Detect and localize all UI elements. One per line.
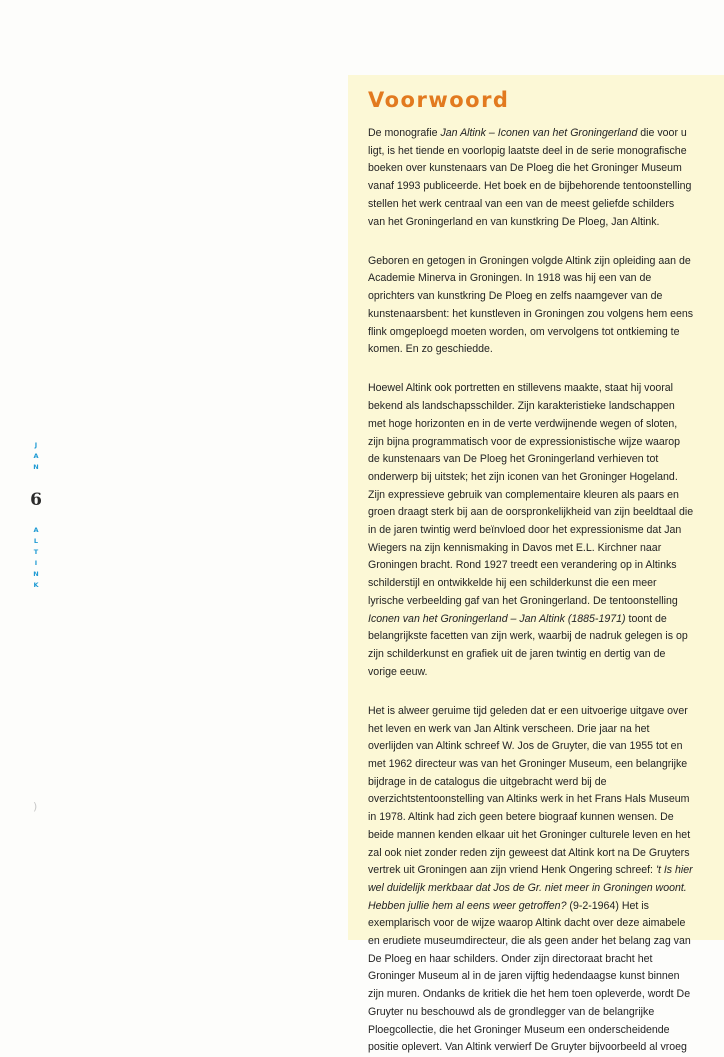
italic-run: Jan Altink – Iconen van het Groningerland [440,127,638,139]
sidebar-letter: L [33,537,39,545]
sidebar-letter: N [33,463,39,471]
sidebar-letter: N [33,570,39,578]
italic-run: Iconen van het Groningerland – Jan Altink (1885-1971) [368,612,626,625]
body-paragraph [368,703,694,1057]
sidebar-letter: K [33,581,39,589]
body-paragraph [368,253,694,359]
text-run: Hoewel Altink ook portretten en stillevens maakte, staat hij vooral bekend als landschapsschilder. Zijn karakteristieke landschappen met hoge horizonten en in de verte verdwijnende wegen of sloten, zijn bijna programmatisch voor de expressionistische wijze waarop de kunstenaars van De Ploeg het Groningerland verhieven tot onderwerp bij uitstek; het zijn iconen van het Groninger Hogeland. Zijn expressieve gebruik van complementaire kleuren als paars en groen draagt sterk bij aan de oorspronkelijkheid van zijn beeldtaal die in de jaren twintig werd beïnvloed door het expressionisme dat Jan Wiegers na zijn kennismaking in Davos met E.L. Kirchner naar Groningen bracht. Rond 1927 treedt een verandering op in Altinks schilderstijl en ontwikkelde hij een schilderkunst die een meer lyrische verbeelding gaf van het Groningerland. De tentoonstelling [368,382,694,607]
text-run: (9-2-1964) Het is exemplarisch voor de wijze waarop Altink dacht over deze aimabele en erudiete museumdirecteur, die als geen ander het belang zag van De Ploeg en haar schilders. Onder zijn directoraat bracht het Groninger Museum al in de jaren vijftig hedendaagse kunst binnen zijn muren. Ondanks de kritiek die het hem toen opleverde, wordt De Gruyter nu beschouwd als de grondlegger van de belangrijke Ploegcollectie, die het Groninger Museum een onderscheidende positie oplevert. Van Altink verwierf De Gruyter bijvoorbeeld al vroeg [368,899,691,1054]
body-text [368,125,694,1057]
text-panel [348,75,724,1054]
sidebar-letter: A [33,526,39,534]
text-run: Het is alweer geruime tijd geleden dat er een uitvoerige uitgave over het leven en werk van Jan Altink verscheen. Drie jaar na het overlijden van Altink schreef W. Jos de Gruyter, die van 1955 tot en met 1962 directeur was van het Groninger Museum, een belangrijke bijdrage in de catalogus die uitgebracht werd bij de overzichtstentoonstelling van Altinks werk in het Frans Hals Museum in 1978. Altink had zich geen betere biograaf kunnen wensen. De beide mannen kenden elkaar uit het Groninger culturele leven en het zal ook niet zonder reden zijn geweest dat Altink kort na De Gruyters vertrek uit Groningen aan zijn vriend Henk Ongering schreef: [368,704,691,877]
page-title: Voorwoord [368,88,510,112]
text-run: die voor u ligt, is het tiende en voorlopig laatste deel in de serie monografische boeken over kunstenaars van De Ploeg die het Groninger Museum vanaf 1993 publiceerde. Het boek en de bijbehorende tentoonstelling stellen het werk centraal van een van de meest geliefde schilders van het Groningerland en van kunstkring De Ploeg, Jan Altink. [368,127,692,228]
sidebar-letter: I [34,559,38,567]
body-paragraph [368,125,694,231]
sidebar-letter: T [33,548,39,556]
text-run: toont de belangrijkste facetten van zijn werk, waarbij de nadruk gelegen is op zijn schilderkunst en grafiek uit de jaren twintig en dertig van de vorige eeuw. [368,612,688,678]
text-run: Geboren en getogen in Groningen volgde Altink zijn opleiding aan de Academie Minerva in Groningen. In 1918 was hij een van de oprichters van kunstkring De Ploeg en zelfs naamgever van de kunstenaarsbent: het kunstleven in Groningen zou volgens hem eens flink omgeploegd moeten worden, om vervolgens tot ontkieming te komen. En zo geschiedde. [368,254,694,356]
sidebar-letter: A [33,452,39,460]
binding-mark: ) [33,800,38,813]
sidebar-letter: J [34,441,38,449]
sidebar-top-letters [30,440,42,473]
sidebar-bottom-letters [30,525,42,591]
body-paragraph [368,380,694,681]
page-number: 6 [30,490,42,510]
text-run: De monografie [368,127,441,139]
italic-run: 't Is hier wel duidelijk merkbaar dat Jos de Gr. niet meer in Groningen woont. Hebben jullie hem al eens weer getroffen? [368,864,693,912]
